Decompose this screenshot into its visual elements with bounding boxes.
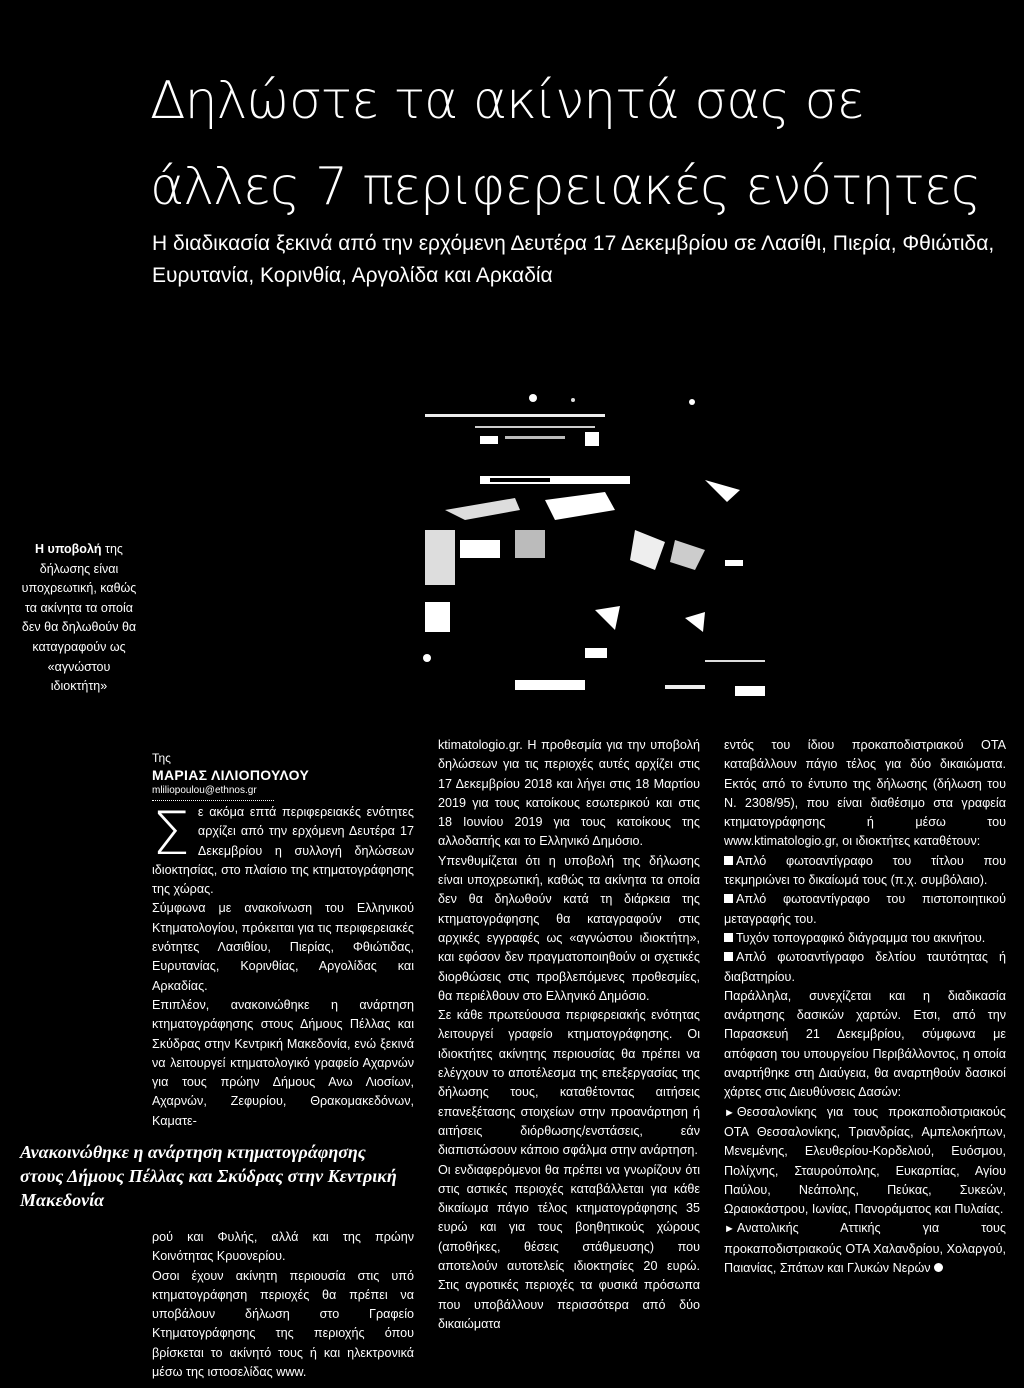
paragraph-fees: Οι ενδιαφερόμενοι θα πρέπει να γνωρίζουν ότι στις αστικές περιοχές καταβάλλεται για κάθε δικαίωμα πάγιο τέλος κτηματογράφησης 35 ευρώ και για τους βοηθητικούς χώρους (αποθήκες, θέσεις στάθμευσης) που αποτελούν αυτοτελείς ιδιοκτησίες 20 ευρώ. Στις αγροτικές περιοχές τα φυσικά πρόσωπα που υποβάλλουν περισσότερα από δύο δικαιώματα [438,1162,700,1331]
paragraph-intro: ε ακόμα επτά περιφερειακές ενότητες αρχίζει από την ερχόμενη Δευτέρα 17 Δεκεμβρίου η συλλογή δηλώσεων ιδιοκτησίας, στο πλαίσιο της κτηματογράφησης της χώρας. [152,805,414,897]
author-email[interactable]: mliliopoulou@ethnos.gr [152,785,257,796]
intertitle: Ανακοινώθηκε η ανάρτηση κτηματογράφησης στους Δήμους Πέλλας και Σκύδρας στην Κεντρική Μακεδονία [20,1142,397,1210]
paragraph-offices: Σε κάθε πρωτεύουσα περιφερειακής ενότητας λειτουργεί γραφείο κτηματογράφησης. Οι ιδιοκτήτες ακίνητης περιουσίας θα πρέπει να ελέγχουν το αποτέλεσμα της επεξεργασίας της δήλωσης τους, καταθέτοντας αιτήσεις επανεξέτασης στοιχείων στην προανάρτηση ή αιτήσεις διόρθωσης/ενστάσεις, εάν διαπιστώσουν κάποιο σφάλμα στην ανάρτηση. [438,1008,700,1158]
paragraph-owners: Οσοι έχουν ακίνητη περιουσία στις υπό κτηματογράφηση περιοχές θα πρέπει να υποβάλουν δήλωση στο Γραφείο Κτηματογράφησης της περιοχής όπου βρίσκεται το ακίνητό τους ή και ηλεκτρονικά μέσω της ιστοσελίδας www. [152,1268,414,1380]
headline-line-1: Δηλώστε τα ακίνητά σας σε [150,71,864,131]
paragraph-announcement: Επιπλέον, ανακοινώθηκε η ανάρτηση κτηματογράφησης στους Δήμους Πέλλας και Σκύδρας στην Κεντρική Μακεδονία, ενώ ξεκινά να λειτουργεί κτηματολογικό γραφείο Αχαρνών για τους πρώην Δήμους Ανω Λιοσίων, Αχαρνών, Ζεφυρίου, Θρακομακεδόνων, Καματε- [152,997,414,1128]
pull-quote [20,540,138,697]
square-bullet-icon [724,952,733,961]
map-office-photo [405,380,800,705]
paragraph-forest-maps: Παράλληλα, συνεχίζεται και η διαδικασία ανάρτησης δασικών χαρτών. Ετσι, από την Παρασκευή 21 Δεκεμβρίου, σύμφωνα με απόφαση του υπουργείου Περιβάλλοντος, η οποία αναρτήθηκε στη Διαύγεια, θα αναρτηθούν δασικοί χάρτες στις Διευθύνσεις Δασών: [724,988,1006,1100]
paragraph-mandatory: Υπενθυμίζεται ότι η υποβολή της δήλωσης είναι υποχρεωτική, καθώς τα ακίνητα τα οποία δεν θα δηλωθούν κατά τη διάρκεια της κτηματογράφησης θα καταγραφούν στις αρχικές εγγραφές ως «αγνώστου ιδιοκτήτη», και εφόσον δεν πραγματοποιηθούν οι σχετικές διορθώσεις στις προβλεπόμενες προθεσμίες, θα περιέλθουν στο Ελληνικό Δημόσιο. [438,853,700,1003]
bullet-item: Απλό φωτοαντίγραφο του πιστοποιητικού μεταγραφής του. [724,892,1006,926]
bullet-item: Απλό φωτοαντίγραφο δελτίου ταυτότητας ή διαβατηρίου. [724,950,1006,984]
square-bullet-icon [724,894,733,903]
pull-quote-text: της δήλωσης είναι υποχρεωτική, καθώς τα ακίνητα τα οποία δεν θα δηλωθούν θα καταγραφούν ως «αγνώστου ιδιοκτήτη» [21,542,137,694]
body-column-1-continued [152,1228,414,1382]
paragraph-regions: Σύμφωνα με ανακοίνωση του Ελληνικού Κτηματολογίου, πρόκειται για τις περιφερειακές ενότητες Λασιθίου, Πιερίας, Φθιώτιδας, Ευρυτανίας, Κορινθίας, Αργολίδας και Αρκαδίας. [152,901,414,993]
headline [150,58,1010,230]
end-mark-icon [934,1263,943,1272]
triangle-bullet-icon: ► [724,1223,735,1236]
headline-line-2: άλλες 7 περιφερειακές ενότητες [150,157,981,217]
pull-quote-lead: Η υποβολή [35,542,102,556]
subtitle: Η διαδικασία ξεκινά από την ερχόμενη Δευτέρα 17 Δεκεμβρίου σε Λασίθι, Πιερία, Φθιώτιδα, Ευρυτανία, Κορινθία, Αργολίδα και Αρκαδία [152,232,995,287]
triangle-bullet-icon: ► [724,1106,735,1119]
paragraph-documents: εντός του ίδιου προκαποδιστριακού ΟΤΑ καταβάλλουν πάγιο τέλος για δύο δικαιώματα. Εκτός από το έντυπο της δήλωσης (δήλωση του Ν. 2308/95), που είναι διαθέσιμο στα γραφεία κτηματογράφησης ή μέσω του www.ktimatologio.gr, οι ιδιοκτήτες καταθέτουν: [724,738,1006,849]
paragraph-announcement-cont: ρού και Φυλής, αλλά και της πρώην Κοινότητας Κρυονερίου. [152,1230,414,1264]
body-column-2 [438,736,700,1334]
body-column-3 [724,736,1006,1278]
article-photo [405,380,800,705]
arrow-item: ► Ανατολικής Αττικής για τους προκαποδιστριακούς ΟΤΑ Χαλανδρίου, Χολαργού, Παιανίας, Σπάτων και Γλυκών Νερών [724,1221,1006,1276]
arrow-item: ► Θεσσαλονίκης για τους προκαποδιστριακούς ΟΤΑ Θεσσαλονίκης, Τριανδρίας, Αμπελοκήπων, Μενεμένης, Ελευθερίου-Κορδελιού, Ευόσμου, Πολίχνης, Σταυρούπολης, Ευκαρπίας, Αγίου Παύλου, Νεάπολης, Πεύκας, Συκεών, Ωραιοκάστρου, Ιωνίας, Πανοράματος και Πυλαίας. [724,1104,1006,1217]
square-bullet-icon [724,933,733,942]
body-column-1 [152,799,414,1131]
byline-label: Της [152,751,171,765]
bullet-item: Τυχόν τοπογραφικό διάγραμμα του ακινήτου. [724,929,1006,948]
bullet-item: Απλό φωτοαντίγραφο του τίτλου που τεκμηριώνει το δικαίωμά τους (π.χ. συμβόλαιο). [724,853,1006,888]
square-bullet-icon [724,856,733,865]
byline [152,750,412,801]
paragraph-deadline: ktimatologio.gr. Η προθεσμία για την υποβολή δηλώσεων για τις περιοχές αυτές αρχίζει στις 17 Δεκεμβρίου 2018 και λήγει στις 18 Μαρτίου 2019 για τους κατοίκους εσωτερικού και στις 18 Ιουνίου 2019 για τους κατοίκους της αλλοδαπής και το Ελληνικό Δημόσιο. [438,738,700,849]
author-name: ΜΑΡΙΑΣ ΛΙΛΙΟΠΟΥΛΟΥ [152,767,310,783]
drop-cap: Σ [152,799,190,869]
